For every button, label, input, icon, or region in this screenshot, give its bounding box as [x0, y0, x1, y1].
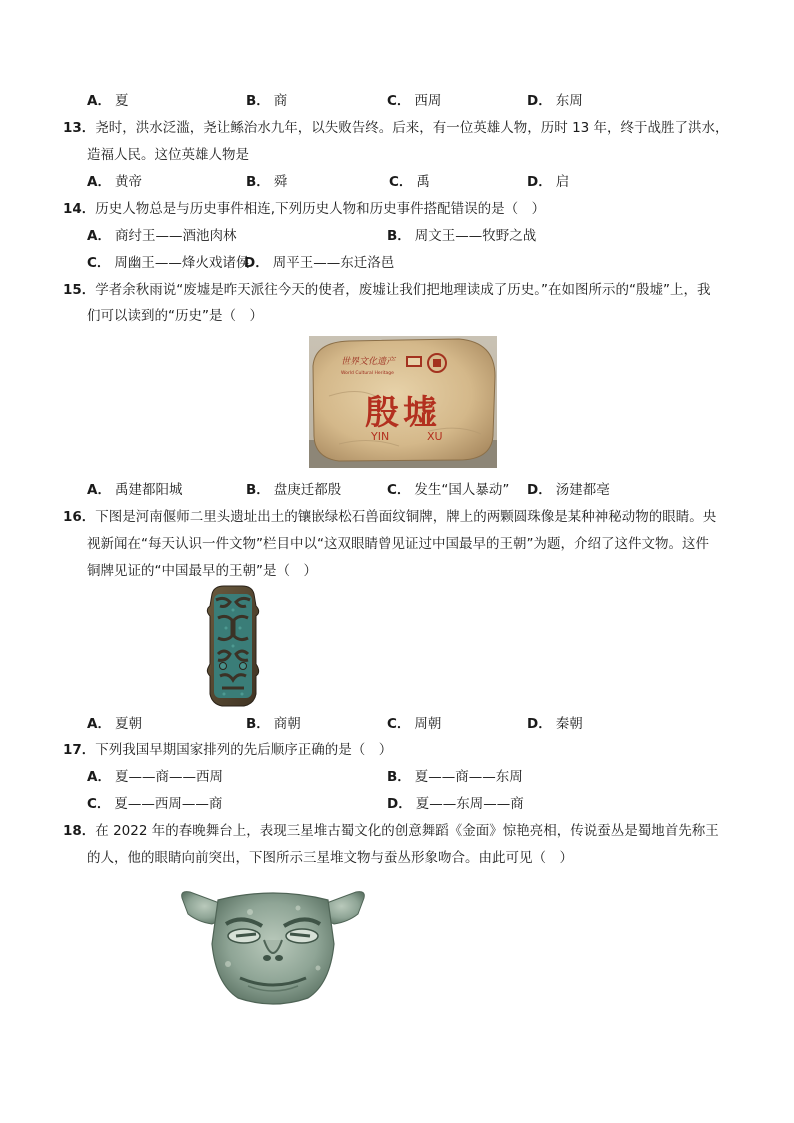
question-number: 18．: [63, 823, 96, 839]
option-text: 周幽王——烽火戏诸侯: [114, 255, 250, 271]
option-text: 商纣王——酒池肉林: [114, 228, 237, 244]
option-text: 禹: [416, 174, 430, 190]
question-text: 下图是河南偃师二里头遗址出土的镶嵌绿松石兽面纹铜牌，牌上的两颗圆珠像是某种神秘动物的眼睛。央: [95, 509, 717, 525]
q17-option-a[interactable]: [87, 768, 223, 786]
option-text: 夏朝: [114, 716, 142, 732]
option-text: 夏——西周——商: [114, 796, 223, 812]
q15-option-a[interactable]: [87, 481, 182, 499]
option-letter: B．: [246, 716, 270, 732]
question-text: 历史人物总是与历史事件相连,下列历史人物和历史事件搭配错误的是（ ）: [95, 201, 546, 217]
q13-option-d[interactable]: [527, 173, 569, 191]
option-letter: C．: [387, 716, 411, 732]
option-letter: D．: [527, 174, 552, 190]
q12-option-c[interactable]: [387, 92, 441, 110]
q17-option-c[interactable]: [87, 795, 222, 813]
question-18-line-1: [63, 822, 719, 840]
q12-option-a[interactable]: [87, 92, 128, 110]
option-letter: B．: [387, 769, 411, 785]
question-16-line-1: [63, 508, 716, 526]
option-text: 夏——商——西周: [114, 769, 223, 785]
question-number: 15．: [63, 282, 96, 298]
question-text: 学者余秋雨说“废墟是昨天派往今天的使者，废墟让我们把地理读成了历史。”在如图所示的“殷墟”上，我: [95, 282, 711, 298]
option-text: 西周: [414, 93, 442, 109]
option-text: 舜: [273, 174, 288, 190]
option-text: 发生“国人暴动”: [414, 482, 510, 498]
q16-option-c[interactable]: [387, 715, 441, 733]
question-14-line-1: [63, 200, 545, 218]
question-15-line-1: [63, 281, 711, 299]
option-letter: B．: [246, 482, 270, 498]
option-text: 东周: [555, 93, 583, 109]
question-16-line-3: 铜牌见证的“中国最早的王朝”是（ ）: [87, 563, 317, 579]
turquoise-bronze-plaque-image: [204, 584, 262, 708]
option-letter: D．: [527, 716, 552, 732]
q14-option-d[interactable]: [244, 254, 394, 272]
option-letter: A．: [87, 716, 111, 732]
option-text: 秦朝: [555, 716, 583, 732]
option-text: 汤建都亳: [555, 482, 610, 498]
yinxu-stone-image: [309, 336, 497, 468]
question-text: 尧时，洪水泛滥，尧让鲧治水九年，以失败告终。后来，有一位英雄人物，历时 13 年，终于战胜了洪水，: [95, 120, 729, 136]
q14-option-b[interactable]: [387, 227, 536, 245]
option-text: 夏——东周——商: [415, 796, 524, 812]
q17-option-b[interactable]: [387, 768, 523, 786]
option-text: 商: [273, 93, 288, 109]
question-13-line-1: [63, 119, 729, 137]
option-letter: A．: [87, 228, 111, 244]
option-letter: A．: [87, 174, 111, 190]
q13-option-c[interactable]: [389, 173, 430, 191]
option-letter: C．: [87, 796, 111, 812]
q15-option-b[interactable]: [246, 481, 341, 499]
question-number: 17．: [63, 742, 96, 758]
stone-sub-text: World Cultural Heritage: [341, 371, 394, 376]
q15-option-c[interactable]: [387, 481, 509, 499]
q14-option-c[interactable]: [87, 254, 249, 272]
q16-option-d[interactable]: [527, 715, 583, 733]
option-letter: B．: [246, 174, 270, 190]
option-text: 禹建都阳城: [114, 482, 183, 498]
option-text: 夏——商——东周: [414, 769, 523, 785]
option-text: 周平王——东迁洛邑: [272, 255, 395, 271]
question-13-line-2: 造福人民。这位英雄人物是: [87, 147, 249, 163]
option-letter: D．: [527, 482, 552, 498]
option-letter: B．: [387, 228, 411, 244]
q14-option-a[interactable]: [87, 227, 236, 245]
option-letter: A．: [87, 482, 111, 498]
option-letter: D．: [244, 255, 269, 271]
q16-option-a[interactable]: [87, 715, 142, 733]
question-number: 14．: [63, 201, 96, 217]
q13-option-b[interactable]: [246, 173, 287, 191]
q13-option-a[interactable]: [87, 173, 142, 191]
question-16-line-2: 视新闻在“每天认识一件文物”栏目中以“这双眼睛曾见证过中国最早的王朝”为题，介绍了这件文物。这件: [87, 536, 709, 552]
option-letter: A．: [87, 769, 111, 785]
option-text: 黄帝: [114, 174, 142, 190]
option-letter: D．: [527, 93, 552, 109]
option-text: 周朝: [414, 716, 442, 732]
stone-main-chars: 殷墟: [365, 393, 441, 433]
stone-pinyin-xu: XU: [427, 430, 443, 443]
option-letter: C．: [389, 174, 413, 190]
question-18-line-2: 的人，他的眼睛向前突出，下图所示三星堆文物与蚕丛形象吻合。由此可见（ ）: [87, 850, 573, 866]
q16-option-b[interactable]: [246, 715, 301, 733]
option-letter: B．: [246, 93, 270, 109]
q12-option-b[interactable]: [246, 92, 287, 110]
question-text: 在 2022 年的春晚舞台上，表现三星堆古蜀文化的创意舞蹈《金面》惊艳亮相，传说蚕丛是蜀地首先称王: [95, 823, 719, 839]
option-letter: D．: [387, 796, 412, 812]
option-text: 启: [555, 174, 570, 190]
option-letter: C．: [387, 482, 411, 498]
option-letter: A．: [87, 93, 111, 109]
sanxingdui-bronze-mask-image: [178, 884, 368, 1008]
q15-option-d[interactable]: [527, 481, 610, 499]
option-text: 商朝: [273, 716, 301, 732]
option-letter: C．: [87, 255, 111, 271]
option-text: 盘庚迁都殷: [273, 482, 342, 498]
option-letter: C．: [387, 93, 411, 109]
question-text: 下列我国早期国家排列的先后顺序正确的是（ ）: [95, 742, 393, 758]
question-15-line-2: 们可以读到的“历史”是（ ）: [87, 308, 263, 324]
question-17-line-1: [63, 741, 392, 759]
q17-option-d[interactable]: [387, 795, 524, 813]
question-number: 16．: [63, 509, 96, 525]
stone-top-text: 世界文化遗产: [341, 357, 396, 367]
option-text: 周文王——牧野之战: [414, 228, 537, 244]
q12-option-d[interactable]: [527, 92, 583, 110]
option-text: 夏: [114, 93, 129, 109]
question-number: 13．: [63, 120, 96, 136]
stone-pinyin-yin: YIN: [371, 430, 390, 443]
